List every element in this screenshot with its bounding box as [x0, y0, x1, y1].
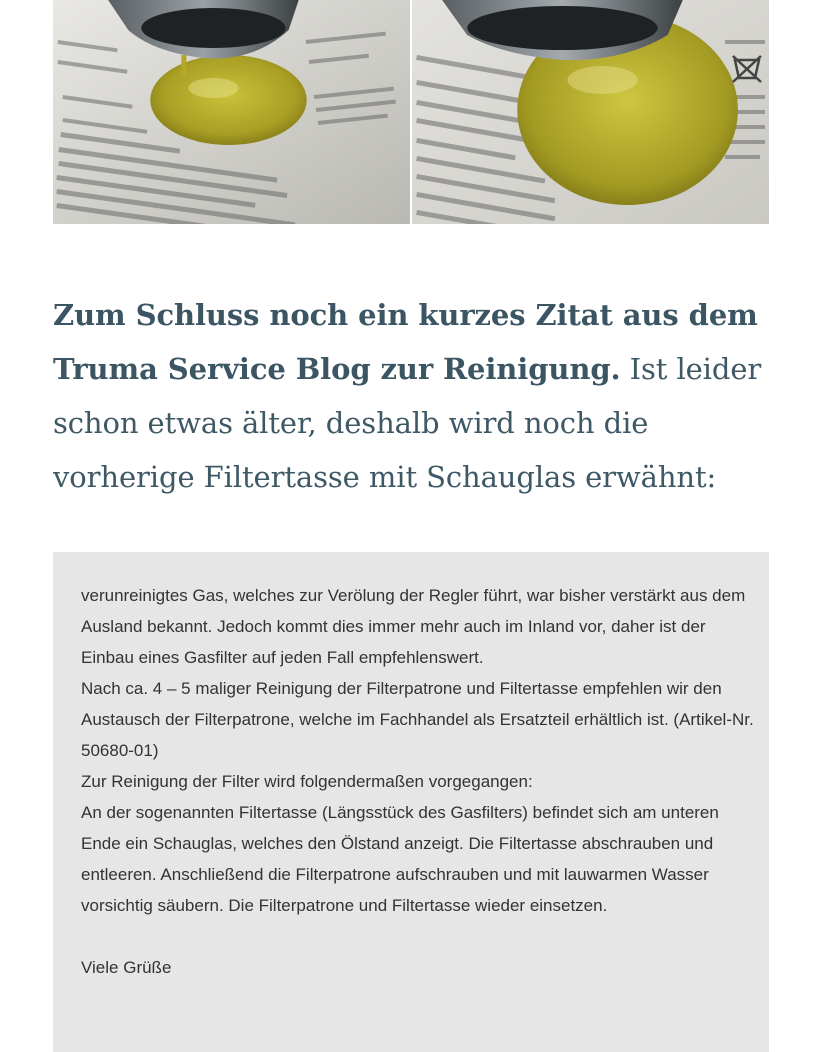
- photo-gallery: [53, 0, 769, 224]
- left-photo[interactable]: [53, 0, 410, 224]
- blog-quote: [53, 552, 769, 1052]
- intro-heading-bold: Zum Schluss noch ein kurzes Zitat aus dem Truma Service Blog zur Reinigung.: [53, 298, 758, 386]
- right-photo[interactable]: [412, 0, 769, 224]
- quote-closing: Viele Grüße: [81, 958, 172, 977]
- quote-paragraph-3: Zur Reinigung der Filter wird folgendermaßen vorgegangen:: [81, 772, 533, 791]
- quote-spacer: [81, 921, 761, 952]
- intro-paragraph: [53, 288, 769, 504]
- oil-drop-closeup-photo-icon: [412, 0, 769, 224]
- quote-paragraph-4: An der sogenannten Filtertasse (Längsstück des Gasfilters) befindet sich am unteren Ende ein Schauglas, welches den Ölstand anzeigt. Die Filtertasse abschrauben und entleeren. Anschließend die Filterpatrone aufschrauben und mit lauwarmen Wasser vorsichtig säubern. Die Filterpatrone und Filtertasse wieder einsetzen.: [81, 803, 719, 915]
- quote-paragraph-2: Nach ca. 4 – 5 maliger Reinigung der Filterpatrone und Filtertasse empfehlen wir den Austausch der Filterpatrone, welche im Fachhandel als Ersatzteil erhältlich ist. (Artikel-Nr. 50680-01): [81, 679, 754, 760]
- oil-drop-photo-icon: [53, 0, 410, 224]
- quote-text: [81, 580, 761, 983]
- quote-paragraph-1: verunreinigtes Gas, welches zur Verölung der Regler führt, war bisher verstärkt aus dem Ausland bekannt. Jedoch kommt dies immer mehr auch im Inland vor, daher ist der Einbau eines Gasfilter auf jeden Fall empfehlenswert.: [81, 586, 746, 667]
- intro-heading-normal: Ist leider schon etwas älter, deshalb wird noch die vorherige Filtertasse mit Schauglas erwähnt:: [53, 352, 762, 494]
